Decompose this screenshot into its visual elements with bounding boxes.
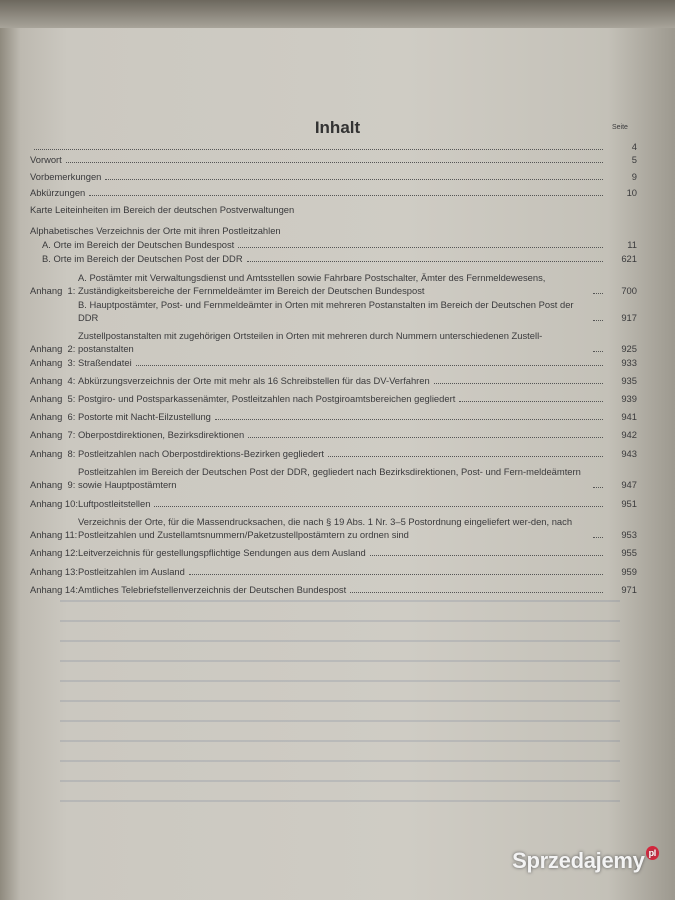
entry-title: Leitverzeichnis für gestellungspflichtige Sendungen aus dem Ausland (78, 547, 366, 558)
page-number: 5 (631, 154, 637, 165)
toc-entry (30, 238, 637, 251)
entry-title: Postorte mit Nacht-Eilzustellung (78, 411, 211, 422)
toc-entry (30, 252, 637, 265)
toc-entry (30, 546, 637, 559)
page-number: 953 (621, 529, 637, 540)
toc-entry (30, 374, 637, 387)
dot-leader (328, 456, 603, 457)
entry-title: Oberpostdirektionen, Bezirksdirektionen (78, 429, 245, 440)
appendix-label: Anhang 10: (30, 498, 78, 509)
page-number: 943 (621, 448, 637, 459)
page-number: 933 (621, 357, 637, 368)
entry-title: Postleitzahlen im Bereich der Deutschen Post der DDR, gegliedert nach Bezirksdirektionen, Post- und Fern-meldeämtern sowie Hauptpostämtern (78, 466, 581, 490)
dot-leader (215, 419, 603, 420)
page-number: 942 (621, 429, 637, 440)
appendix-label: Anhang 5: (30, 393, 76, 404)
dot-leader (136, 365, 603, 366)
page-number: 4 (631, 141, 637, 152)
toc-entry (30, 271, 637, 297)
dot-leader (459, 401, 603, 402)
entry-title: Luftpostleitstellen (78, 498, 151, 509)
page-top-edge (0, 0, 675, 28)
dot-leader (34, 149, 603, 150)
appendix-label: Anhang 4: (30, 375, 76, 386)
dot-leader (434, 383, 603, 384)
entry-title: A. Postämter mit Verwaltungsdienst und Amtsstellen sowie Fahrbare Postschalter, Ämter des Fernmeldewesens, Zuständigkeitsbereiche der Fernmeldeämter im Bereich der Deutschen Bundespost (78, 272, 546, 296)
page-number: 951 (621, 498, 637, 509)
appendix-label: Anhang 9: (30, 479, 76, 490)
toc-entry (30, 356, 637, 369)
dot-leader (89, 195, 603, 196)
appendix-label: Anhang 1: (30, 285, 76, 296)
entry-title: Postgiro- und Postsparkassenämter, Postleitzahlen nach Postgiroamtsbereichen gegliedert (78, 393, 456, 404)
dot-leader (370, 555, 603, 556)
entry-title: B. Orte im Bereich der Deutschen Post der DDR (42, 253, 243, 264)
page-number: 971 (621, 584, 637, 595)
entry-title: Straßendatei (78, 357, 132, 368)
toc-entry (30, 298, 637, 324)
toc-entry (30, 565, 637, 578)
dot-leader (593, 293, 603, 294)
dot-leader (593, 487, 603, 488)
toc-entry (30, 447, 637, 460)
dot-leader (105, 179, 603, 180)
appendix-label: Anhang 13: (30, 566, 78, 577)
entry-title: B. Hauptpostämter, Post- und Fernmeldeämter in Orten mit mehreren Postanstalten im Bereich der Deutschen Post der DDR (78, 299, 574, 323)
appendix-label: Anhang 2: (30, 343, 76, 354)
watermark-text: Sprzedajemy (512, 848, 645, 873)
toc-entry (30, 410, 637, 423)
dot-leader (593, 537, 603, 538)
page-number: 11 (627, 239, 637, 250)
page-number: 941 (621, 411, 637, 422)
toc-entry (30, 497, 637, 510)
page-number: 935 (621, 375, 637, 386)
entry-title: A. Orte im Bereich der Deutschen Bundespost (42, 239, 235, 250)
page-number: 10 (626, 187, 637, 198)
page-number: 9 (631, 171, 637, 182)
page-number: 947 (621, 479, 637, 490)
appendix-label: Anhang 8: (30, 448, 76, 459)
watermark-logo (512, 848, 659, 874)
appendix-label: Anhang 6: (30, 411, 76, 422)
dot-leader (593, 351, 603, 352)
appendix-label: Anhang 14: (30, 584, 78, 595)
toc-entry (30, 170, 637, 183)
dot-leader (247, 261, 603, 262)
entry-title: Alphabetisches Verzeichnis der Orte mit ihren Postleitzahlen (30, 225, 281, 236)
entry-title: Amtliches Telebriefstellenverzeichnis der Deutschen Bundespost (78, 584, 347, 595)
dot-leader (66, 162, 603, 163)
appendix-label: Anhang 11: (30, 529, 78, 540)
page-number: 925 (621, 343, 637, 354)
entry-title: Abkürzungen (30, 187, 86, 198)
entry-title: Vorbemerkungen (30, 171, 102, 182)
toc-entry (30, 140, 637, 153)
appendix-label: Anhang 7: (30, 429, 76, 440)
toc-entry (30, 329, 637, 355)
toc-entry (30, 392, 637, 405)
dot-leader (238, 247, 603, 248)
entry-title: Zustellpostanstalten mit zugehörigen Ortsteilen in Orten mit mehreren durch Nummern unterschiedenen Zustell-postanstalten (78, 330, 543, 354)
dot-leader (593, 320, 603, 321)
toc-entry (30, 153, 637, 166)
toc-entry (30, 465, 637, 491)
entry-title: Karte Leiteinheiten im Bereich der deutschen Postverwaltungen (30, 204, 295, 215)
toc-entry (30, 186, 637, 199)
page-number: 939 (621, 393, 637, 404)
entry-title: Verzeichnis der Orte, für die Massendrucksachen, die nach § 19 Abs. 1 Nr. 3–5 Postordnung eingeliefert wer-den, nach Postleitzahlen und Zustellamtsnummern/Paketzustellpostämtern zu ordnen sind (78, 516, 573, 540)
bleed-through-text (60, 600, 620, 820)
page-column-header: Seite (612, 124, 628, 131)
page-number: 955 (621, 547, 637, 558)
dot-leader (350, 592, 603, 593)
toc-entry (30, 583, 637, 596)
page-number: 621 (621, 253, 637, 264)
entry-title: Vorwort (30, 154, 62, 165)
page-number: 700 (621, 285, 637, 296)
entry-title: Postleitzahlen im Ausland (78, 566, 185, 577)
toc-entry (30, 428, 637, 441)
page-title: Inhalt (314, 118, 361, 137)
toc-entry (30, 224, 637, 237)
appendix-label: Anhang 12: (30, 547, 78, 558)
dot-leader (154, 506, 603, 507)
toc-entry (30, 203, 637, 216)
dot-leader (189, 574, 603, 575)
toc-entry (30, 515, 637, 541)
entry-title: Abkürzungsverzeichnis der Orte mit mehr als 16 Schreibstellen für das DV-Verfahren (78, 375, 430, 386)
entry-title: Postleitzahlen nach Oberpostdirektions-Bezirken gegliedert (78, 448, 324, 459)
appendix-label: Anhang 3: (30, 357, 76, 368)
watermark-badge: pl (646, 846, 659, 860)
page-number: 917 (621, 312, 637, 323)
dot-leader (248, 437, 603, 438)
page-number: 959 (621, 566, 637, 577)
